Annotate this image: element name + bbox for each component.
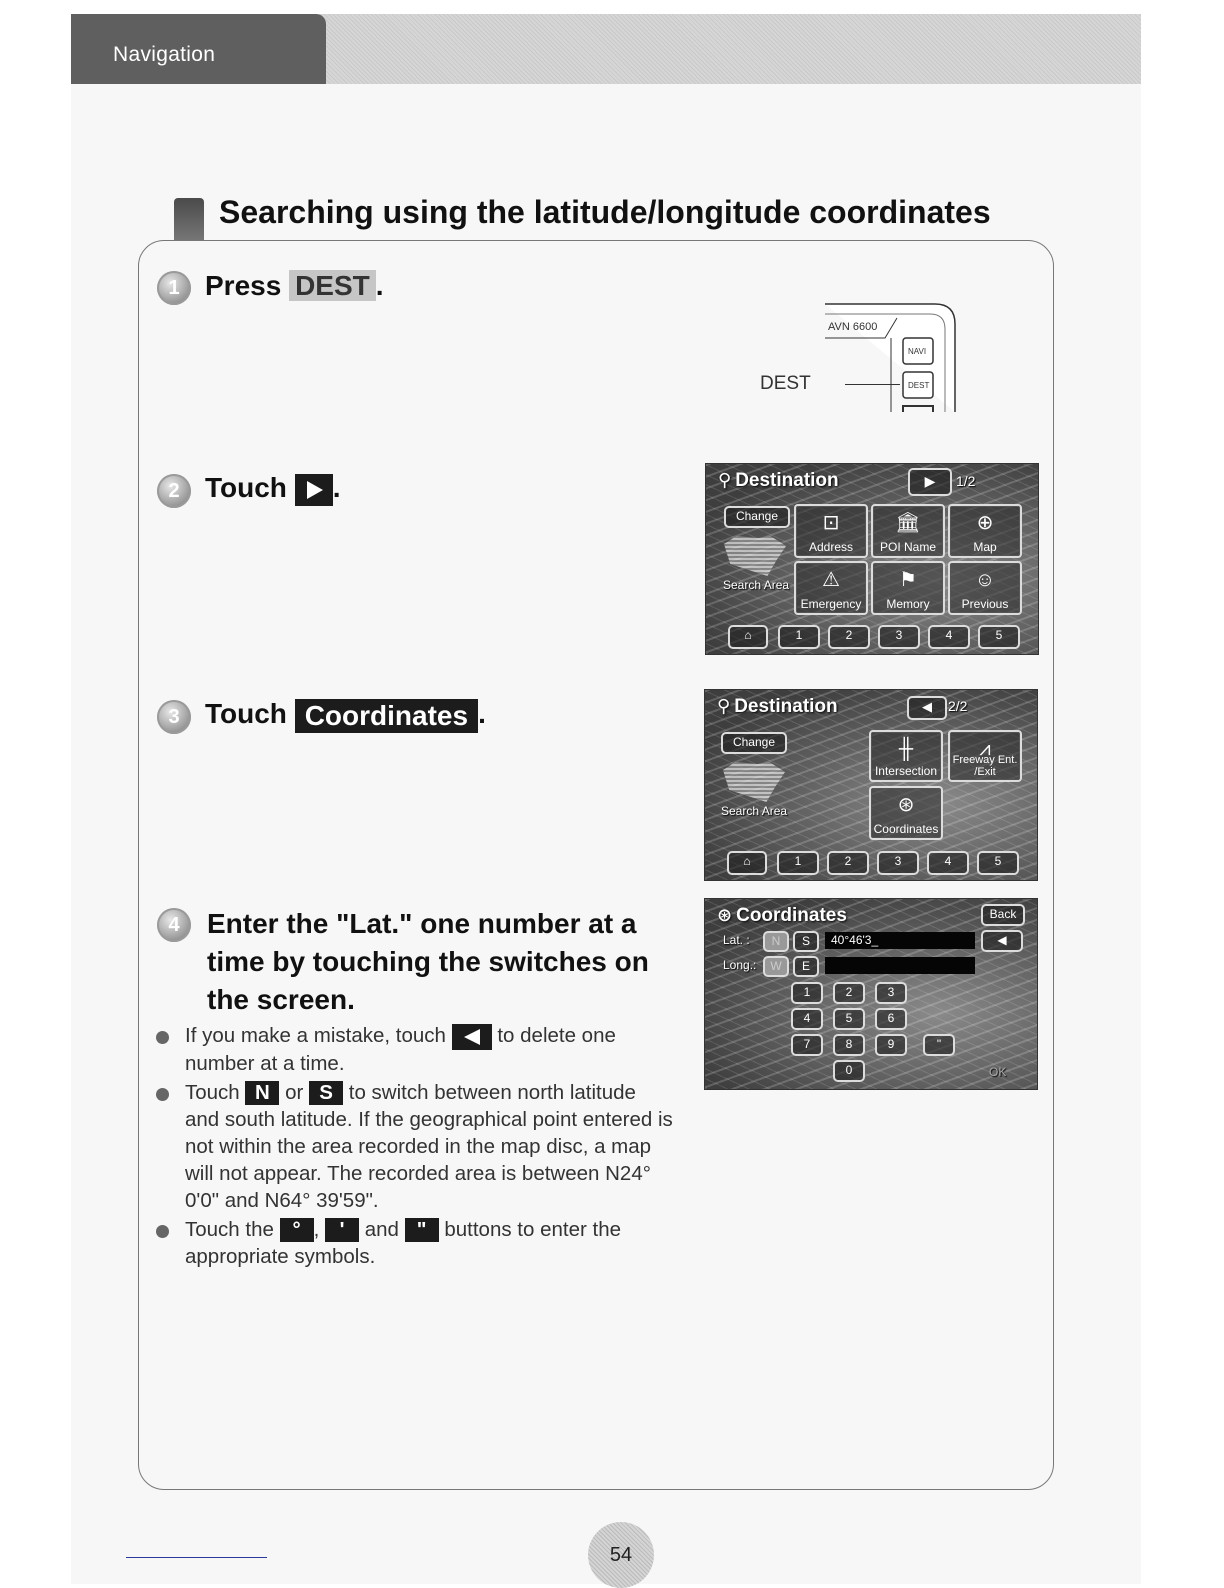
preset-4[interactable]: 4: [928, 625, 970, 649]
key-1[interactable]: 1: [791, 982, 823, 1004]
map-button[interactable]: ⊕ Map: [948, 504, 1022, 558]
screen2-title: ⚲ Destination: [717, 696, 838, 717]
bullet-symbols: Touch the ° , ' and " buttons to enter the appropriate symbols.: [154, 1216, 674, 1270]
preset-2[interactable]: 2: [828, 625, 870, 649]
footer-rule: [126, 1557, 267, 1558]
preset-1[interactable]: 1: [777, 851, 819, 875]
emergency-button[interactable]: ⚠ Emergency: [794, 561, 868, 615]
step-4-badge: 4: [157, 908, 191, 942]
title-marker: [174, 198, 204, 244]
header-section-label: Navigation: [113, 43, 216, 66]
key-5[interactable]: 5: [833, 1008, 865, 1030]
key-3[interactable]: 3: [875, 982, 907, 1004]
preset-5[interactable]: 5: [977, 851, 1019, 875]
bullet-dot: [156, 1088, 169, 1101]
screen3-title: ⊛ Coordinates: [717, 905, 847, 926]
dest-callout-label: DEST: [760, 373, 811, 394]
people-icon: ☺: [974, 569, 996, 591]
s-button[interactable]: S: [793, 931, 819, 952]
step-2-text: Touch .: [205, 472, 340, 506]
key-4[interactable]: 4: [791, 1008, 823, 1030]
compass-icon: ⊕: [976, 512, 994, 534]
step-4-text: Enter the "Lat." one number at a time by touching the switches on the screen.: [207, 908, 649, 1015]
prev-page-button[interactable]: ◀: [907, 696, 947, 720]
head-unit-illustration: [825, 302, 957, 412]
second-key: ": [405, 1218, 439, 1242]
key-7[interactable]: 7: [791, 1034, 823, 1056]
building-icon: 🏛: [895, 512, 921, 534]
intersection-icon: ╫: [898, 738, 914, 760]
e-button[interactable]: E: [793, 956, 819, 977]
page-title: Searching using the latitude/longitude coordinates: [219, 194, 991, 230]
bullet-mistake: If you make a mistake, touch to delete one number at a time.: [154, 1022, 674, 1077]
backspace-icon: [452, 1024, 492, 1050]
bullet-north-south: Touch N or S to switch between north latitude and south latitude. If the geographical point entered is not within the area recorded in the map disc, a map will not appear. The recorded area is between N24° 0'0" and N64° 39'59".: [154, 1079, 674, 1214]
lat-value: 40°46'3_: [831, 933, 879, 947]
coordinates-button[interactable]: ⊛ Coordinates: [869, 786, 943, 840]
lat-label: Lat. :: [723, 933, 750, 947]
screen1-page: 1/2: [956, 473, 976, 489]
right-arrow-icon: [295, 474, 333, 506]
step-3-badge: 3: [157, 700, 191, 734]
intersection-button[interactable]: ╫ Intersection: [869, 730, 943, 782]
bullet-dot: [156, 1225, 169, 1238]
poi-name-button[interactable]: 🏛 POI Name: [871, 504, 945, 558]
backspace-button[interactable]: ◀: [981, 930, 1023, 952]
screen1-map-icon: [724, 536, 786, 576]
long-entry-field: [825, 957, 975, 974]
screen2-search-area: Search Area: [721, 804, 788, 818]
globe-icon: ⊛: [717, 905, 733, 925]
w-button[interactable]: W: [763, 956, 789, 977]
page-number: 54: [609, 1544, 633, 1566]
page-number-badge: [588, 1522, 654, 1588]
header-tab: [71, 14, 326, 84]
preset-3[interactable]: 3: [878, 625, 920, 649]
s-key: S: [309, 1081, 343, 1105]
step-2-badge: 2: [157, 474, 191, 508]
screen2-map-icon: [723, 762, 785, 802]
dest-key: DEST: [289, 270, 376, 301]
screen1-search-area: Search Area: [723, 578, 790, 592]
bullet-list: [154, 1022, 674, 1270]
coordinates-key: Coordinates: [295, 699, 478, 733]
preset-4[interactable]: 4: [927, 851, 969, 875]
previous-button[interactable]: ☺ Previous: [948, 561, 1022, 615]
globe-icon: ⊛: [897, 794, 915, 816]
pin-icon: ⚲: [718, 470, 732, 490]
device-dest-key: DEST: [908, 381, 930, 390]
step-1-verb: Press: [205, 270, 282, 301]
key-0[interactable]: 0: [833, 1060, 865, 1082]
pin-icon: ⚲: [717, 696, 731, 716]
device-model: AVN 6600: [828, 321, 878, 333]
warning-icon: ⚠: [822, 569, 840, 591]
key-2[interactable]: 2: [833, 982, 865, 1004]
key-9[interactable]: 9: [875, 1034, 907, 1056]
address-icon: ⊡: [822, 512, 840, 534]
destination-screen-2: [704, 689, 1038, 881]
preset-3[interactable]: 3: [877, 851, 919, 875]
back-button[interactable]: Back: [981, 904, 1025, 926]
key-seconds[interactable]: ": [923, 1034, 955, 1056]
bullet-dot: [156, 1031, 169, 1044]
n-button[interactable]: N: [763, 931, 789, 952]
step-3-text: Touch Coordinates .: [205, 698, 486, 731]
minute-key: ': [325, 1218, 359, 1242]
step-1-text: Press DEST .: [205, 270, 384, 301]
preset-5[interactable]: 5: [978, 625, 1020, 649]
screen2-change-button[interactable]: Change: [721, 732, 787, 754]
memory-button[interactable]: ⚑ Memory: [871, 561, 945, 615]
degree-key: °: [280, 1218, 314, 1242]
n-key: N: [245, 1081, 279, 1105]
preset-2[interactable]: 2: [827, 851, 869, 875]
destination-screen-1: [705, 463, 1039, 655]
freeway-button[interactable]: ⩘ Freeway Ent. /Exit: [948, 730, 1022, 782]
step-1-badge: 1: [157, 271, 191, 305]
home-button[interactable]: ⌂: [727, 851, 767, 875]
step-3-verb: Touch: [205, 698, 287, 729]
long-label: Long.:: [723, 958, 757, 972]
key-6[interactable]: 6: [875, 1008, 907, 1030]
preset-1[interactable]: 1: [778, 625, 820, 649]
flag-icon: ⚑: [899, 569, 917, 591]
device-navi-key: NAVI: [908, 347, 927, 356]
address-button[interactable]: ⊡ Address: [794, 504, 868, 558]
key-8[interactable]: 8: [833, 1034, 865, 1056]
step-2-verb: Touch: [205, 472, 287, 503]
coordinates-screen: [704, 898, 1038, 1090]
home-button[interactable]: ⌂: [728, 625, 768, 649]
freeway-icon: ⩘: [979, 738, 991, 760]
screen1-title: ⚲ Destination: [718, 470, 839, 491]
ok-button[interactable]: OK: [989, 1065, 1007, 1079]
screen1-change-button[interactable]: Change: [724, 506, 790, 528]
screen2-page: 2/2: [948, 698, 968, 714]
next-page-button[interactable]: ▶: [908, 468, 952, 496]
